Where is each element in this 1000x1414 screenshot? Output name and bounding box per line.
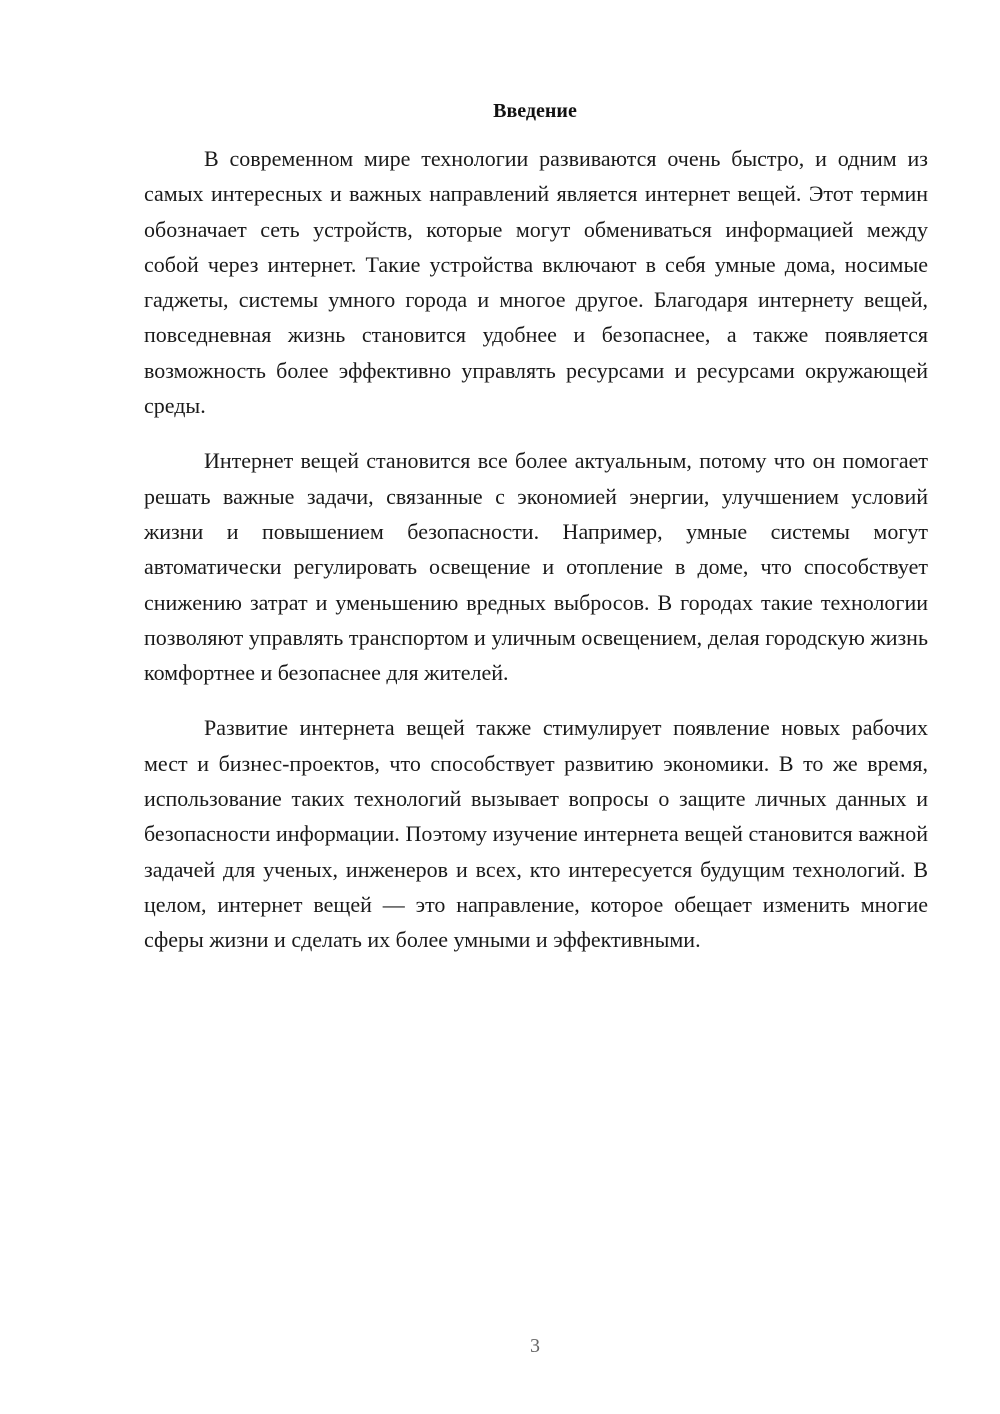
paragraph-1: В современном мире технологии развиваются очень быстро, и одним из самых интересных и важных направлений является интернет вещей. Этот термин обозначает сеть устройств, которые могут обмениваться информацией между собой через интернет. Такие устройства включают в себя умные дома, носимые гаджеты, системы умного города и многое другое. Благодаря интернету вещей, повседневная жизнь становится удобнее и безопаснее, а также появляется возможность более эффективно управлять ресурсами и ресурсами окружающей среды. <box>144 146 928 419</box>
paragraph-2: Интернет вещей становится все более актуальным, потому что он помогает решать важные задачи, связанные с экономией энергии, улучшением условий жизни и повышением безопасности. Например, умные системы могут автоматически регулировать освещение и отопление в доме, что способствует снижению затрат и уменьшению вредных выбросов. В городах такие технологии позволяют управлять транспортом и уличным освещением, делая городскую жизнь комфортнее и безопаснее для жителей. <box>144 448 928 686</box>
paragraph-3: Развитие интернета вещей также стимулирует появление новых рабочих мест и бизнес-проектов, что способствует развитию экономики. В то же время, использование таких технологий вызывает вопросы о защите личных данных и безопасности информации. Поэтому изучение интернета вещей становится важной задачей для ученых, инженеров и всех, кто интересуется будущим технологий. В целом, интернет вещей — это направление, которое обещает изменить многие сферы жизни и сделать их более умными и эффективными. <box>144 715 928 953</box>
body-text <box>144 141 928 978</box>
section-heading: Введение <box>493 100 577 122</box>
page-number: 3 <box>530 1335 540 1357</box>
